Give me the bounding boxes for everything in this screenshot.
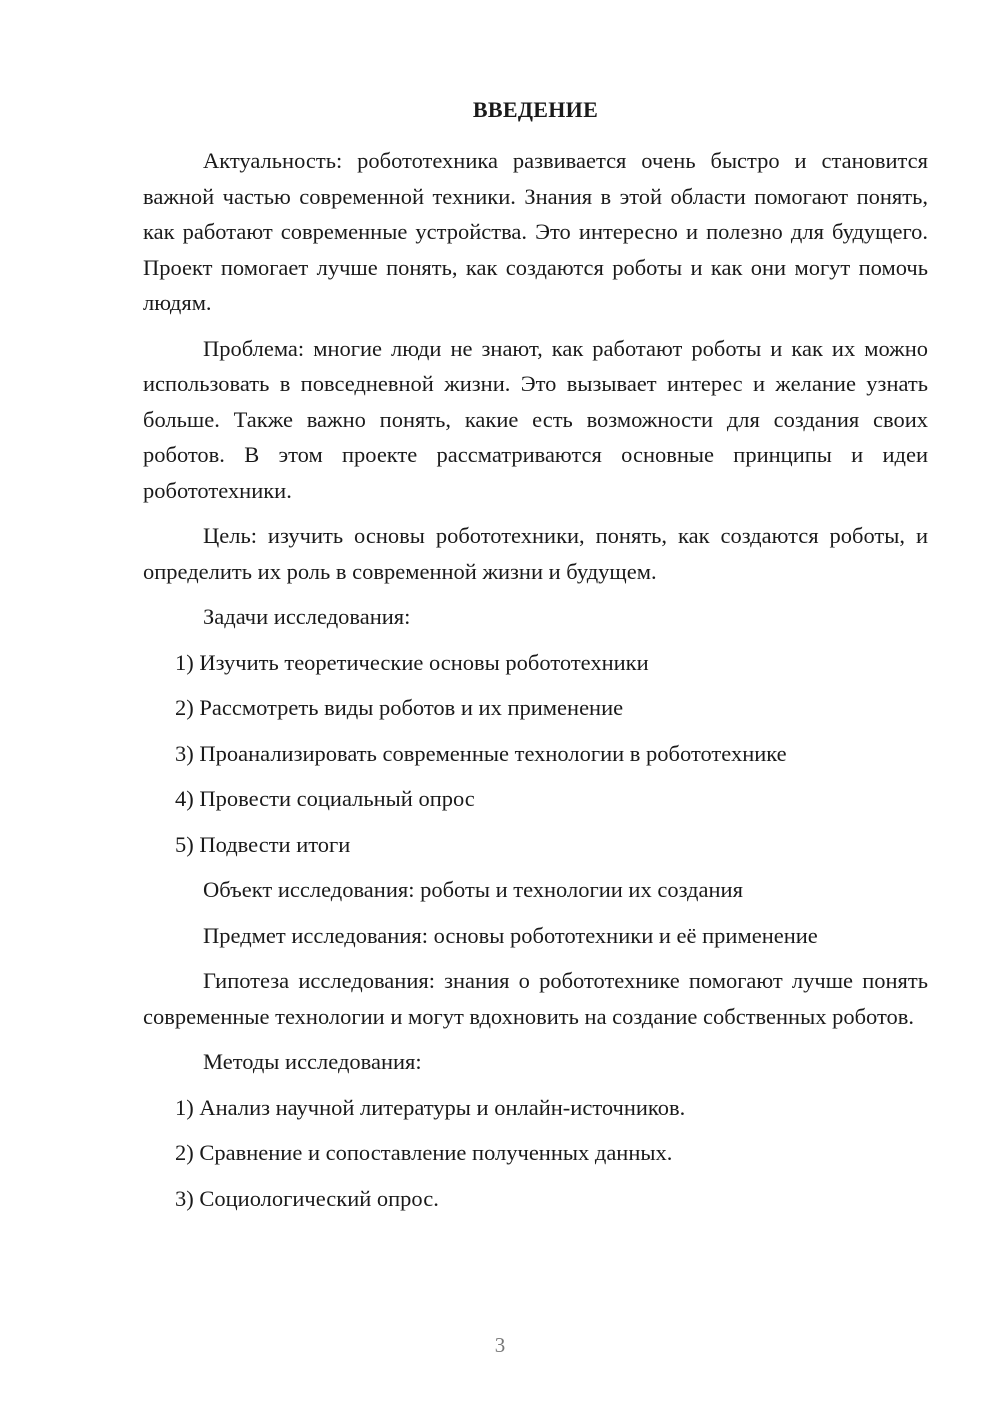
task-item: 5) Подвести итоги (175, 831, 351, 857)
goal-paragraph: Цель: изучить основы робототехники, понять, как создаются роботы, и определить их роль в современной жизни и будущем. (143, 523, 928, 584)
hypothesis-paragraph: Гипотеза исследования: знания о робототехнике помогают лучше понять современные технологии и могут вдохновить на создание собственных роботов. (143, 968, 928, 1029)
methods-heading: Методы исследования: (203, 1049, 422, 1074)
research-subject: Предмет исследования: основы робототехники и её применение (203, 922, 818, 948)
tasks-heading: Задачи исследования: (203, 604, 411, 629)
research-object: Объект исследования: роботы и технологии их создания (203, 877, 743, 902)
method-item: 2) Сравнение и сопоставление полученных данных. (175, 1140, 673, 1165)
relevance-paragraph: Актуальность: робототехника развивается очень быстро и становится важной частью современной техники. Знания в этой области помогают понять, как работают современные устройства. Это интересно и полезно для будущего. Проект помогает лучше понять, как создаются роботы и как они могут помочь людям. (143, 148, 928, 315)
tasks-list (143, 645, 928, 863)
task-item: 2) Рассмотреть виды роботов и их применение (175, 695, 624, 720)
methods-list (143, 1090, 928, 1217)
task-item: 1) Изучить теоретические основы робототехники (175, 649, 649, 675)
page-content (143, 88, 928, 1226)
task-item: 3) Проанализировать современные технологии в робототехнике (175, 740, 787, 766)
page-number: 3 (494, 1333, 506, 1357)
section-title: ВВЕДЕНИЕ (472, 97, 599, 122)
problem-paragraph: Проблема: многие люди не знают, как работают роботы и как их можно использовать в повседневной жизни. Это вызывает интерес и желание узнать больше. Также важно понять, какие есть возможности для создания своих роботов. В этом проекте рассматриваются основные принципы и идеи робототехники. (143, 335, 928, 503)
task-item: 4) Провести социальный опрос (175, 786, 475, 811)
method-item: 1) Анализ научной литературы и онлайн-источников. (175, 1094, 686, 1120)
method-item: 3) Социологический опрос. (175, 1185, 439, 1211)
